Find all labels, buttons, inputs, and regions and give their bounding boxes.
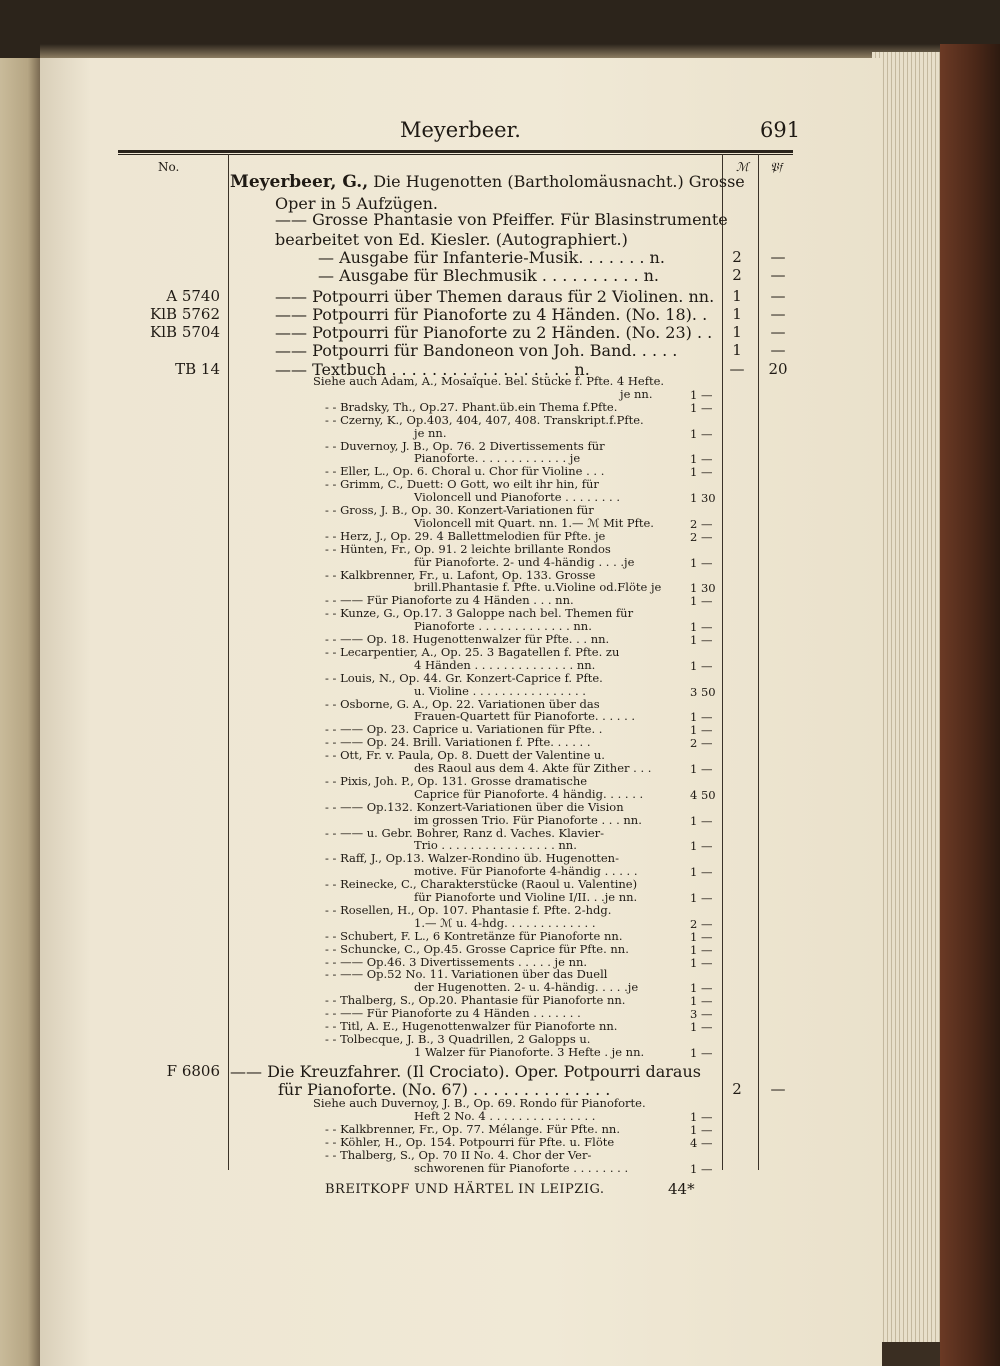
entry-text: — Ausgabe für Infanterie-Musik. . . . . . . n. xyxy=(318,248,665,267)
reference-text: für Pianoforte. 2- und 4-händig . . . .je xyxy=(414,554,635,569)
reference-text: - - Tolbecque, J. B., 3 Quadrillen, 2 Galopps u. xyxy=(325,1031,591,1046)
reference-price: 1 — xyxy=(690,1045,713,1060)
column-divider-left xyxy=(228,154,229,1170)
running-head: Meyerbeer. xyxy=(400,118,521,142)
reference-price: 2 — xyxy=(690,529,713,544)
price-pfennig: — xyxy=(770,1080,786,1098)
reference-price: 1 — xyxy=(690,465,713,480)
reference-text: - - Lecarpentier, A., Op. 25. 3 Bagatellen f. Pfte. zu xyxy=(325,644,620,659)
reference-text: - - Thalberg, S., Op.20. Phantasie für Pianoforte nn. xyxy=(325,993,626,1008)
reference-price: 1 30 xyxy=(690,491,716,506)
reference-price: 1 — xyxy=(690,594,713,609)
entry-text: —— Potpourri für Pianoforte zu 2 Händen. (No. 23) . . xyxy=(275,323,713,342)
reference-text: u. Violine . . . . . . . . . . . . . . . . xyxy=(414,683,586,698)
reference-text: 1.— ℳ u. 4-hdg. . . . . . . . . . . . . xyxy=(414,915,596,930)
reference-text: - - —— Für Pianoforte zu 4 Händen . . . nn. xyxy=(325,593,574,608)
reference-text: - - Czerny, K., Op.403, 404, 407, 408. Transkript.f.Pfte. xyxy=(325,412,644,427)
reference-price: 2 — xyxy=(690,916,713,931)
reference-text: Siehe auch Adam, A., Mosaïque. Bel. Stücke f. Pfte. 4 Hefte. xyxy=(313,374,665,388)
reference-price: 1 — xyxy=(690,865,713,880)
reference-price: 1 — xyxy=(690,555,713,570)
reference-text: - - Grimm, C., Duett: O Gott, wo eilt ihr hin, für xyxy=(325,477,599,492)
reference-text: - - Kunze, G., Op.17. 3 Galoppe nach bel. Themen für xyxy=(325,606,634,621)
reference-text: - - Köhler, H., Op. 154. Potpourri für Pfte. u. Flöte xyxy=(325,1134,615,1149)
reference-price: 2 — xyxy=(690,516,713,531)
reference-text: - - —— Op.132. Konzert-Variationen über die Vision xyxy=(325,799,624,814)
reference-text: Caprice für Pianoforte. 4 händig. . . . . . xyxy=(414,786,644,801)
composer-heading: Meyerbeer, G., xyxy=(230,172,369,192)
entry-text xyxy=(230,172,745,192)
reference-text: - - Hünten, Fr., Op. 91. 2 leichte brillante Rondos xyxy=(325,541,611,556)
reference-text: - - Kalkbrenner, Fr., Op. 77. Mélange. Für Pfte. nn. xyxy=(325,1121,620,1136)
signature-mark: 44* xyxy=(668,1180,695,1198)
reference-price: 1 — xyxy=(690,955,713,970)
reference-text: im grossen Trio. Für Pianoforte . . . nn. xyxy=(414,812,642,827)
entry-text: —— Potpourri für Pianoforte zu 4 Händen. (No. 18). . xyxy=(275,305,708,324)
entry-text: —— Textbuch . . . . . . . . . . . . . . . . . . n. xyxy=(275,360,590,379)
price-pfennig: — xyxy=(770,248,786,266)
entry-title: Die Hugenotten (Bartholomäusnacht.) Grosse xyxy=(368,172,745,191)
reference-text: Frauen-Quartett für Pianoforte. . . . . . xyxy=(414,709,636,724)
reference-price: 1 — xyxy=(690,813,713,828)
reference-price: 1 — xyxy=(690,1161,713,1176)
reference-text: - - —— u. Gebr. Bohrer, Ranz d. Vaches. Klavier- xyxy=(325,825,605,840)
reference-price: 1 — xyxy=(690,387,713,402)
entry-text: —— Potpourri über Themen daraus für 2 Violinen. nn. xyxy=(275,287,715,306)
price-mark: 2 xyxy=(732,1080,742,1098)
reference-text: - - Kalkbrenner, Fr., u. Lafont, Op. 133. Grosse xyxy=(325,567,596,582)
reference-text: - - Duvernoy, J. B., Op. 76. 2 Divertissements für xyxy=(325,438,605,453)
reference-text: - - Raff, J., Op.13. Walzer-Rondino üb. Hugenotten- xyxy=(325,851,619,866)
catalog-number: F 6806 xyxy=(166,1062,220,1080)
entry-text: —— Potpourri für Bandoneon von Joh. Band. . . . . xyxy=(275,341,678,360)
header-rule-thin xyxy=(118,154,793,155)
reference-text: - - —— Op. 24. Brill. Variationen f. Pfte. . . . . . xyxy=(325,735,591,750)
reference-price: 4 — xyxy=(690,1135,713,1150)
reference-text: - - —— Op.52 No. 11. Variationen über das Duell xyxy=(325,967,608,982)
reference-text: Trio . . . . . . . . . . . . . . . . nn. xyxy=(414,838,577,853)
reference-price: 1 — xyxy=(690,633,713,647)
price-pfennig: — xyxy=(770,266,786,284)
reference-text: Violoncell mit Quart. nn. 1.— ℳ Mit Pfte. xyxy=(414,515,654,530)
reference-text: der Hugenotten. 2- u. 4-händig. . . . .je xyxy=(414,980,639,995)
price-mark: 1 xyxy=(732,341,742,359)
entry-text: Oper in 5 Aufzügen. xyxy=(275,194,438,213)
reference-price: 1 — xyxy=(690,942,713,957)
reference-text: Violoncell und Pianoforte . . . . . . . . xyxy=(414,490,620,505)
reference-text: motive. Für Pianoforte 4-händig . . . . . xyxy=(414,864,638,879)
price-pfennig: 20 xyxy=(768,360,788,378)
reference-price: 1 — xyxy=(690,1020,713,1034)
reference-price: 1 — xyxy=(690,929,713,944)
reference-price: 1 — xyxy=(690,1109,713,1124)
reference-text: - - Reinecke, C., Charakterstücke (Raoul u. Valentine) xyxy=(325,877,638,892)
reference-price: 1 — xyxy=(690,710,713,725)
page-number: 691 xyxy=(760,118,801,142)
entry-text: —— Die Kreuzfahrer. (Il Crociato). Oper. Potpourri daraus xyxy=(230,1062,701,1081)
price-pfennig: — xyxy=(770,305,786,323)
reference-text: - - —— Op.46. 3 Divertissements . . . . . je nn. xyxy=(325,954,588,969)
catalog-number: TB 14 xyxy=(175,360,220,378)
facing-page-edge xyxy=(0,58,40,1366)
reference-text: - - Schuncke, C., Op.45. Grosse Caprice für Pfte. nn. xyxy=(325,941,629,956)
publisher-footer: BREITKOPF UND HÄRTEL IN LEIPZIG. xyxy=(325,1182,605,1197)
reference-text: Siehe auch Duvernoy, J. B., Op. 69. Rondo für Pianoforte. xyxy=(313,1096,646,1110)
reference-price: 1 30 xyxy=(690,581,716,596)
price-pfennig: — xyxy=(770,323,786,341)
reference-price: 1 — xyxy=(690,762,713,776)
reference-text: des Raoul aus dem 4. Akte für Zither . . . xyxy=(414,761,652,775)
reference-price: 3 50 xyxy=(690,684,716,699)
reference-text: - - Schubert, F. L., 6 Kontretänze für Pianoforte nn. xyxy=(325,928,623,943)
page-block-edges xyxy=(872,52,950,1342)
price-mark: 1 xyxy=(732,287,742,305)
reference-text: - - Pixis, Joh. P., Op. 131. Grosse dramatische xyxy=(325,773,588,788)
reference-text: - - Louis, N., Op. 44. Gr. Konzert-Caprice f. Pfte. xyxy=(325,670,603,685)
price-mark: — xyxy=(729,360,745,378)
column-header-pfennig: 𝔓𝔣 xyxy=(770,160,783,174)
price-mark: 1 xyxy=(732,323,742,341)
reference-text: - - Gross, J. B., Op. 30. Konzert-Variationen für xyxy=(325,503,594,517)
reference-text: - - Titl, A. E., Hugenottenwalzer für Pianoforte nn. xyxy=(325,1019,618,1033)
reference-text: - - —— Op. 23. Caprice u. Variationen für Pfte. . xyxy=(325,722,603,737)
column-header-mark: ℳ xyxy=(736,160,749,174)
reference-text: - - Ott, Fr. v. Paula, Op. 8. Duett der Valentine u. xyxy=(325,748,605,763)
reference-price: 1 — xyxy=(690,723,713,738)
reference-price: 1 — xyxy=(690,658,713,673)
reference-text: für Pianoforte und Violine I/II. . .je nn. xyxy=(414,890,638,904)
reference-text: schworenen für Pianoforte . . . . . . . . xyxy=(414,1160,629,1175)
scan-background-top xyxy=(0,0,1000,58)
reference-price: 3 — xyxy=(690,1007,713,1022)
price-pfennig: — xyxy=(770,287,786,305)
reference-text: - - Thalberg, S., Op. 70 II No. 4. Chor der Ver- xyxy=(325,1147,592,1162)
reference-price: 1 — xyxy=(690,426,713,441)
reference-price: 1 — xyxy=(690,994,713,1009)
reference-price: 1 — xyxy=(690,400,713,415)
reference-text: - - —— Für Pianoforte zu 4 Händen . . . . . . . xyxy=(325,1006,581,1021)
price-mark: 1 xyxy=(732,305,742,323)
reference-price: 1 — xyxy=(690,891,713,905)
reference-price: 2 — xyxy=(690,736,713,751)
reference-text: Pianoforte . . . . . . . . . . . . . nn. xyxy=(414,619,592,634)
reference-text: - - Osborne, G. A., Op. 22. Variationen über das xyxy=(325,696,600,711)
column-divider-pf xyxy=(758,154,759,1170)
reference-text: - - Herz, J., Op. 29. 4 Ballettmelodien für Pfte. je xyxy=(325,528,606,543)
reference-text: 1 Walzer für Pianoforte. 3 Hefte . je nn. xyxy=(414,1044,645,1059)
price-mark: 2 xyxy=(732,248,742,266)
reference-text: je nn. xyxy=(414,425,447,440)
reference-text: - - Rosellen, H., Op. 107. Phantasie f. Pfte. 2-hdg. xyxy=(325,902,612,917)
reference-price: 1 — xyxy=(690,620,713,635)
reference-text: Heft 2 No. 4 . . . . . . . . . . . . . . . xyxy=(414,1108,596,1123)
reference-text: - - Eller, L., Op. 6. Choral u. Chor für Violine . . . xyxy=(325,464,605,479)
header-rule xyxy=(118,150,793,153)
catalog-number: KlB 5762 xyxy=(150,305,220,323)
catalog-number: A 5740 xyxy=(166,287,220,305)
book-cover xyxy=(940,44,1000,1366)
column-header-no: No. xyxy=(158,160,180,174)
reference-price: 1 — xyxy=(690,452,713,467)
reference-text: - - —— Op. 18. Hugenottenwalzer für Pfte. . . nn. xyxy=(325,632,610,646)
entry-text: für Pianoforte. (No. 67) . . . . . . . . . . . . . . xyxy=(278,1080,611,1099)
catalog-number: KlB 5704 xyxy=(150,323,220,341)
reference-price: 1 — xyxy=(690,1122,713,1137)
price-pfennig: — xyxy=(770,341,786,359)
entry-text: —— Grosse Phantasie von Pfeiffer. Für Blasinstrumente xyxy=(275,210,728,229)
entry-text: bearbeitet von Ed. Kiesler. (Autographiert.) xyxy=(275,230,628,249)
reference-price: 1 — xyxy=(690,839,713,854)
reference-text: - - Bradsky, Th., Op.27. Phant.üb.ein Thema f.Pfte. xyxy=(325,399,618,414)
reference-text: brill.Phantasie f. Pfte. u.Violine od.Flöte je xyxy=(414,580,662,595)
reference-text: 4 Händen . . . . . . . . . . . . . . nn. xyxy=(414,657,596,672)
entry-text: — Ausgabe für Blechmusik . . . . . . . . . . n. xyxy=(318,266,659,285)
reference-price: 4 50 xyxy=(690,787,716,802)
reference-text: je nn. xyxy=(620,386,653,401)
price-mark: 2 xyxy=(732,266,742,284)
reference-price: 1 — xyxy=(690,981,713,996)
reference-text: Pianoforte. . . . . . . . . . . . . je xyxy=(414,451,581,466)
